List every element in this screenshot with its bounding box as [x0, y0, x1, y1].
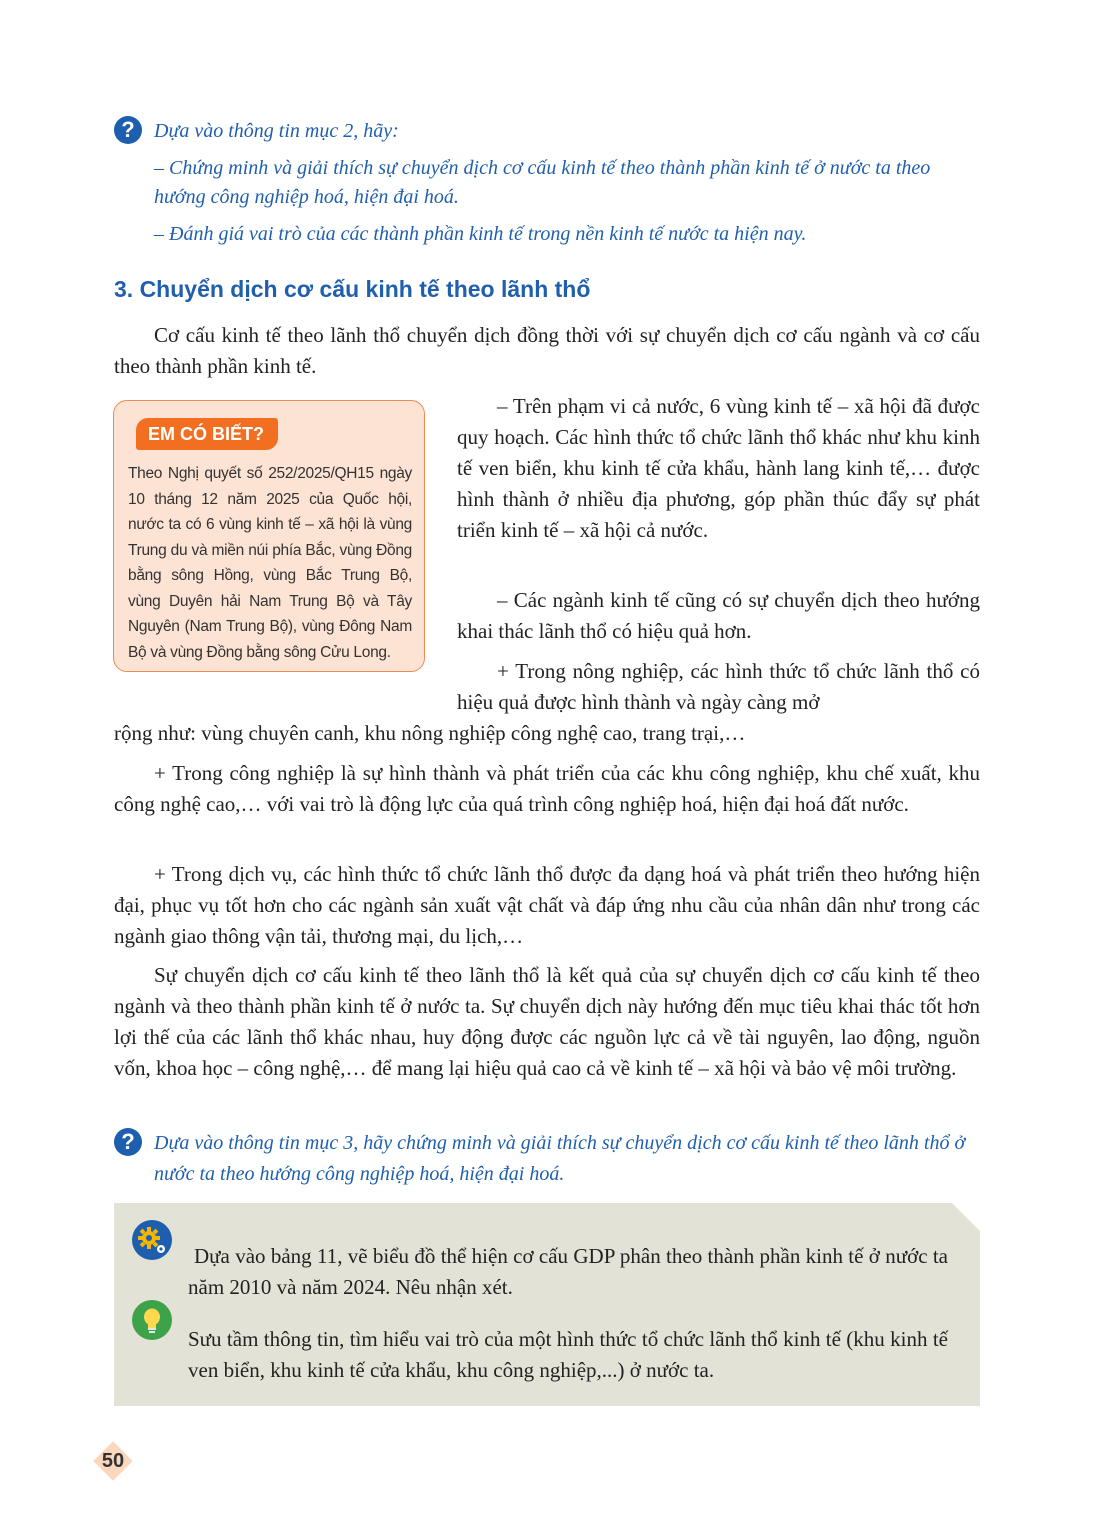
summary-paragraph: Sự chuyển dịch cơ cấu kinh tế theo lãnh thổ là kết quả của sự chuyển dịch cơ cấu kinh tế theo ngành và theo thành phần kinh tế ở nước ta. Sự chuyển dịch này hướng đến mục tiêu khai thác tốt hơn lợi thế của các lãnh thổ khác nhau, huy động được các nguồn lực cả về tài nguyên, lao động, nguồn vốn, khoa học – công nghệ,… để mang lại hiệu quả cao cả về kinh tế – xã hội và bảo vệ môi trường. — [114, 963, 980, 1080]
practice-activity-text: Dựa vào bảng 11, vẽ biểu đồ thể hiện cơ cấu GDP phân theo thành phần kinh tế ở nước ta năm 2010 và năm 2024. Nêu nhận xét. — [188, 1244, 948, 1299]
industry-paragraph: + Trong công nghiệp là sự hình thành và phát triển của các khu công nghiệp, khu chế xuất, khu công nghệ cao,… với vai trò là động lực của quá trình công nghiệp hoá, hiện đại hoá đất nước. — [114, 761, 980, 816]
lightbulb-icon — [132, 1300, 172, 1340]
question-mark-icon: ? — [114, 116, 142, 144]
regions-paragraph: – Trên phạm vi cả nước, 6 vùng kinh tế – xã hội đã được quy hoạch. Các hình thức tổ chức lãnh thổ khác như khu kinh tế ven biển, khu kinh tế cửa khẩu, hành lang kinh tế,… được hình thành ở nhiều địa phương, góp phần thúc đẩy sự phát triển kinh tế – xã hội cả nước. — [457, 394, 980, 542]
section-intro-paragraph: Cơ cấu kinh tế theo lãnh thổ chuyển dịch đồng thời với sự chuyển dịch cơ cấu ngành và cơ cấu theo thành phần kinh tế. — [114, 323, 980, 378]
did-you-know-box — [113, 400, 425, 672]
services-paragraph: + Trong dịch vụ, các hình thức tổ chức lãnh thổ được đa dạng hoá và phát triển theo hướng hiện đại, phục vụ tốt hơn cho các ngành sản xuất vật chất và đáp ứng nhu cầu của nhân dân như trong các ngành giao thông vận tải, thương mại, du lịch,… — [114, 862, 980, 948]
question-1-intro: Dựa vào thông tin mục 2, hãy: — [154, 120, 399, 142]
gear-icon — [132, 1220, 172, 1260]
question-block-2 — [154, 1128, 980, 1190]
did-you-know-title: EM CÓ BIẾT? — [136, 418, 278, 450]
section-heading: 3. Chuyển dịch cơ cấu kinh tế theo lãnh thổ — [114, 276, 591, 302]
question-block-1 — [154, 116, 980, 250]
question-mark-icon: ? — [114, 1128, 142, 1156]
agriculture-paragraph-part-1: + Trong nông nghiệp, các hình thức tổ chức lãnh thổ có hiệu quả được hình thành và ngày càng mở — [457, 659, 980, 714]
page-number-badge — [93, 1441, 133, 1481]
sectors-paragraph: – Các ngành kinh tế cũng có sự chuyển dịch theo hướng khai thác lãnh thổ có hiệu quả hơn. — [457, 588, 980, 643]
did-you-know-text: Theo Nghị quyết số 252/2025/QH15 ngày 10 tháng 12 năm 2025 của Quốc hội, nước ta có 6 vùng kinh tế – xã hội là vùng Trung du và miền núi phía Bắc, vùng Đồng bằng sông Hồng, vùng Bắc Trung Bộ, vùng Duyên hải Nam Trung Bộ và Tây Nguyên (Nam Trung Bộ), vùng Đông Nam Bộ và vùng Đồng bằng sông Cửu Long. — [128, 465, 412, 661]
question-1-item-1: – Chứng minh và giải thích sự chuyển dịch cơ cấu kinh tế theo thành phần kinh tế ở nước ta theo hướng công nghiệp hoá, hiện đại hoá. — [154, 157, 931, 208]
question-1-item-2: – Đánh giá vai trò của các thành phần kinh tế trong nền kinh tế nước ta hiện nay. — [154, 223, 807, 245]
apply-activity-text: Sưu tầm thông tin, tìm hiểu vai trò của một hình thức tổ chức lãnh thổ kinh tế (khu kinh tế ven biển, khu kinh tế cửa khẩu, khu công nghiệp,...) ở nước ta. — [188, 1327, 948, 1382]
agriculture-paragraph-part-2: rộng như: vùng chuyên canh, khu nông nghiệp công nghệ cao, trang trại,… — [114, 721, 746, 745]
page-number: 50 — [101, 1450, 125, 1472]
question-2-text: Dựa vào thông tin mục 3, hãy chứng minh và giải thích sự chuyển dịch cơ cấu kinh tế theo lãnh thổ ở nước ta theo hướng công nghiệp hoá, hiện đại hoá. — [154, 1132, 966, 1185]
